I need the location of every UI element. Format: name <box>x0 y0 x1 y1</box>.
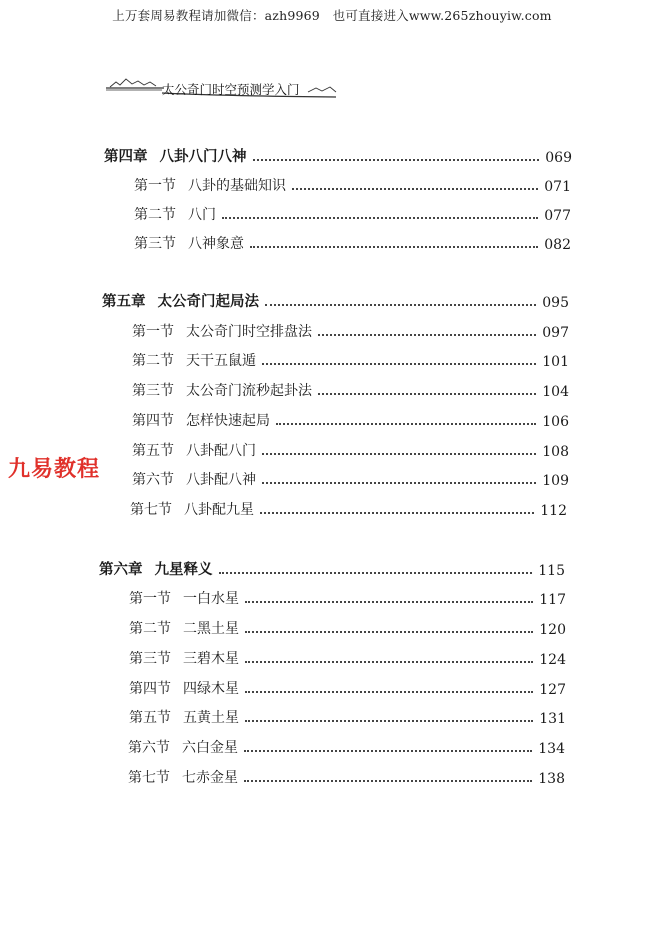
chapter-label: 第六章 九星释义 <box>99 561 213 578</box>
page-number: 127 <box>539 682 566 698</box>
page-number: 109 <box>542 473 569 489</box>
section-label: 第七节 八卦配九星 <box>130 502 254 518</box>
page-number: 077 <box>544 208 571 224</box>
section-label: 第一节 八卦的基础知识 <box>134 178 286 194</box>
section-label: 第五节 八卦配八门 <box>132 443 256 459</box>
section-label: 第七节 七赤金星 <box>128 770 238 786</box>
dot-leader <box>245 720 533 722</box>
toc-section <box>132 438 569 460</box>
section-label: 第六节 六白金星 <box>128 740 238 756</box>
dot-leader <box>265 304 536 306</box>
page-number: 108 <box>542 444 569 460</box>
dot-leader <box>244 780 532 782</box>
toc-section <box>132 348 569 370</box>
dot-leader <box>219 572 533 574</box>
section-label: 第三节 太公奇门流秒起卦法 <box>132 383 312 399</box>
dot-leader <box>245 601 533 603</box>
dot-leader <box>262 453 536 455</box>
running-header-title: 太公奇门时空预测学入门 <box>162 82 300 97</box>
dot-leader <box>260 512 534 514</box>
toc-section <box>132 467 569 489</box>
toc-section <box>128 735 565 757</box>
toc-section <box>129 705 566 727</box>
page-number: 138 <box>538 771 565 787</box>
dot-leader <box>245 691 533 693</box>
chapter-label: 第五章 太公奇门起局法 <box>102 293 259 310</box>
toc-section <box>132 408 569 430</box>
chapter-label: 第四章 八卦八门八神 <box>104 148 247 165</box>
section-label: 第四节 怎样快速起局 <box>132 413 270 429</box>
toc-chapter <box>99 557 565 579</box>
dot-leader <box>253 159 540 161</box>
page-number: 112 <box>540 503 567 519</box>
top-banner: 上万套周易教程请加微信：azh9969 也可直接进入www.265zhouyiw.com <box>112 8 552 23</box>
dot-leader <box>292 188 538 190</box>
running-header <box>104 70 340 100</box>
toc-section <box>129 586 566 608</box>
toc-section <box>130 497 567 519</box>
dot-leader <box>262 363 536 365</box>
page-number: 097 <box>542 325 569 341</box>
section-label: 第二节 八门 <box>134 207 216 223</box>
dot-leader <box>250 246 538 248</box>
page-number: 101 <box>542 354 569 370</box>
toc-chapter <box>102 289 569 311</box>
page-number: 106 <box>542 414 569 430</box>
dot-leader <box>245 631 533 633</box>
toc-section <box>132 378 569 400</box>
toc-section <box>134 202 571 224</box>
toc-section <box>132 319 569 341</box>
section-label: 第三节 八神象意 <box>134 236 244 252</box>
page-number: 071 <box>544 179 571 195</box>
toc-chapter <box>104 144 572 166</box>
section-label: 第三节 三碧木星 <box>129 651 239 667</box>
page-number: 115 <box>538 563 565 579</box>
section-label: 第四节 四绿木星 <box>129 681 239 697</box>
dot-leader <box>245 661 533 663</box>
page-number: 124 <box>539 652 566 668</box>
section-label: 第五节 五黄土星 <box>129 710 239 726</box>
page-number: 117 <box>539 592 566 608</box>
toc-section <box>129 646 566 668</box>
section-label: 第二节 天干五鼠遁 <box>132 353 256 369</box>
toc-section <box>134 231 571 253</box>
section-label: 第一节 一白水星 <box>129 591 239 607</box>
page-number: 104 <box>542 384 569 400</box>
dot-leader <box>318 393 536 395</box>
page-number: 082 <box>544 237 571 253</box>
watermark-text: 九易教程 <box>8 457 101 482</box>
page-number: 131 <box>539 711 566 727</box>
section-label: 第一节 太公奇门时空排盘法 <box>132 324 312 340</box>
page-number: 120 <box>539 622 566 638</box>
toc-section <box>129 616 566 638</box>
dot-leader <box>244 750 532 752</box>
section-label: 第六节 八卦配八神 <box>132 472 256 488</box>
toc-section <box>134 173 571 195</box>
section-label: 第二节 二黑土星 <box>129 621 239 637</box>
dot-leader <box>222 217 538 219</box>
dot-leader <box>262 482 536 484</box>
page-number: 134 <box>538 741 565 757</box>
page-number: 095 <box>542 295 569 311</box>
dot-leader <box>276 423 536 425</box>
toc-section <box>128 765 565 787</box>
toc-section <box>129 676 566 698</box>
page-number: 069 <box>545 150 572 166</box>
dot-leader <box>318 334 536 336</box>
